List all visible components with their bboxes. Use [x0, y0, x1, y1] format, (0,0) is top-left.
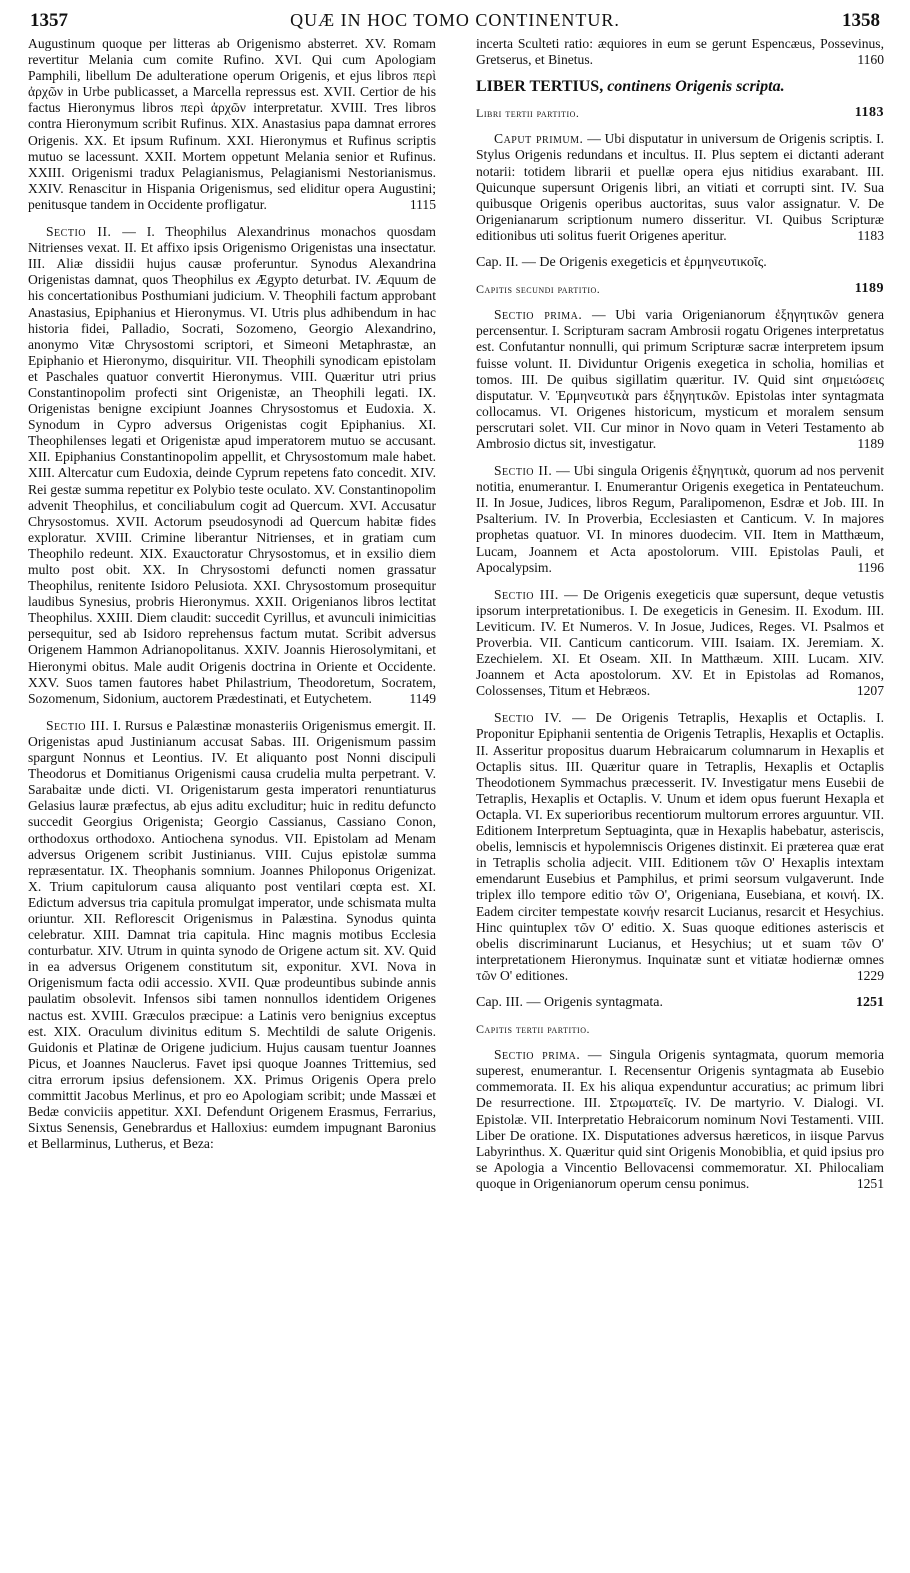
- entry-page-ref: 1115: [409, 196, 436, 212]
- section-label: Sectio prima.: [494, 1047, 581, 1063]
- page-header: [30, 6, 880, 36]
- book-subtitle: continens Origenis scripta.: [607, 78, 785, 96]
- entry-page-ref: 1251: [856, 994, 884, 1010]
- entry-sectio-ii: [476, 463, 884, 576]
- chapter-title: Cap. II. — De Origenis exegeticis et ἑρμηνευτικοῖς.: [476, 255, 767, 271]
- entry-text: Augustinum quoque per litteras ab Origenismo absterret. XV. Romam revertitur Melania cum comite Rufino. XVI. Qui cum Apologiam Pamphili, libellum De adulteratione operum Origenis, et ejus libros περὶ ἀρχῶν in Urbe publicasset, a Marcella repressus est. XVII. Certior de his factus Hieronymus libros περὶ ἀρχῶν interpretatur. XVIII. Tres libros contra Hieronymum scribit Rufinus. XIX. Anastasius papa damnat errores Origenis. XX. Et ipsum Rufinum. XXI. Hieronymus et Rufinus scriptis mutuo se lacessunt. XXII. Mortem oppetunt Melania senior et Rufinus. XXIII. Origenismi tradux Pelagianismus, Pelagianismi Nestorianismus. XXIV. Renascitur in Hispania Origenismus, sed eliditur opera Augustini; penitusque tandem in Occidente profligatur.: [28, 36, 436, 212]
- section-label: Sectio II.: [494, 463, 553, 479]
- entry-text: incerta Sculteti ratio: æquiores in eum se gerunt Espencæus, Possevinus, Gretserus, et Binetus.: [476, 36, 884, 68]
- book-heading: [476, 79, 884, 95]
- entry-page-ref: 1251: [856, 1175, 884, 1191]
- entry-page-ref: 1183: [857, 227, 884, 243]
- section-label: Caput primum.: [494, 131, 584, 147]
- entry-page-ref: 1149: [409, 690, 436, 706]
- entry-sectio-iii: [28, 718, 436, 1153]
- entry-page-ref: 1183: [854, 105, 884, 121]
- entry-text: — Ubi singula Origenis ἐξηγητικὰ, quorum ad nos pervenit notitia, enumerantur. I. Enumerantur Origenis exegetica in Pentateuchum. II. In Josue, Judices, libros Regum, Paralipomenon, Esdræ et Job. III. In Psalterium. IV. In Proverbia, Ecclesiasten et Canticum. V. In majores prophetas quatuor. VI. In minores duodecim. VII. Item in Matthæum, Lucam, Joannem et Acta apostolorum. VIII. Epistolas Pauli, et Apocalypsim.: [476, 463, 884, 575]
- entry-text: — De Origenis Tetraplis, Hexaplis et Octaplis. I. Proponitur Epiphanii sententia de Origenis Tetraplis, Hexaplis et Octaplis. II. Asseritur propositus duarum Hebraicarum columnarum in Hexaplis et Octaplis situs. III. Quæritur quare in Tetraplis, Hexaplis et Octaplis Theodotionem Symmachus præcesserit. IV. Investigatur mens Eusebii de Tetraplis, Hexaplis et Octaplis. V. Unum et idem opus fuerunt Hexapla et Octapla. VI. Ex superioribus recentiorum multorum errores arguuntur. VII. Editionem Interpretum Septuaginta, quæ in Hexaplis habebatur, asteriscis, obelis, lemniscis et hypolemniscis Origenes distinxit. Ei præterea quæ erat in Tetraplis scholia adjecit. VIII. Editionem τῶν Ο' Hexaplis intextam emendarunt Eusebius et Pamphilus, et primi seorsum vulgaverunt. Inde triplex illo tempore editio τῶν Ο', Origeniana, Eusebiana, et κοινή. IX. Eadem circiter tempestate κοινήν resarcit Lucianus, resarcit et Hesychius. Hinc quintuplex τῶν Ο' editio. X. Suas quoque editiones asteriscis et obelis discriminarunt Lucianus, et Hesychius; ut et suam τῶν Ο' interpretationem Hieronymus. Inquinatæ sunt et vitiatæ hodiernæ omnes τῶν Ο' editiones.: [476, 710, 885, 983]
- partition-line: [476, 105, 884, 121]
- entry-text: — I. Theophilus Alexandrinus monachos quosdam Nitrienses vexat. II. Et affixo ipsis Origenismo Origenistas una insectatur. III. Aliæ dissidii hujus causæ proferuntur. Synodus Alexandrina Origenistas damnat, quos Theophilus ex Ægypto deturbat. IV. Æquum de his concertationibus Posthumiani judicium. V. Theophili factum approbant Anastasius, Epiphanius et Hieronymus. VI. Utris plus adhibendum in hac historia fidei, Palladio, Socrati, Sozomeno, Georgio Alexandrino, anonymo Vitæ Chrysostomi scriptori, et Simeoni Metaphrastæ, an Epiphanio et Hieronymo, disquiritur. VII. Theophili synodicam epistolam et Paschales quatuor convertit Hieronymus. VIII. Quæritur utri prius Constantinopolim profecti sint Origenistæ, an Theophili legati. IX. Origenistas benigne excipiunt Joannes Chrysostomus et Eudoxia. X. Synodum in Cypro adversus Origenistas cogit Epiphanius. XI. Theophilenses legati et Origenistæ apud imperatorem mutuo se accusant. XII. Epiphanius Constantinopolim appellit, et Chrysostomum male habet. XIII. Altercatur cum Eudoxia, deinde Cyprum repetens fato concedit. XIV. Rei gestæ summa repetitur ex Polybio teste oculato. XV. Constantinopolim advenit Theophilus, et conciliabulum cogit ad Quercum. XVI. Accusatur Chrysostomus. XVII. Actorum pseudosynodi ad Quercum habitæ fides exploratur. XVIII. Crimine liberantur Nitrienses, et in gratiam cum Theophilo redeunt. XIX. Exauctoratur Chrysostomus, et in exsilio diem multo post obit. XX. In Chrysostomi defuncti nomen grassatur Theophilus, renitente Isidoro Pelusiota. XXI. Chrysostomum prosequitur laudibus Synesius, probris Hieronymus. XXII. Origenianos libros lectitat Theophilus. XXIII. Diem claudit: succedit Cyrillus, et avunculi inimicitias persequitur, sed ab Isidoro reprehensus factum mutat. Scribit adversus Origenem Hammon Adrianopolitanus. XXIV. Joannis Hierosolymitani, et Hieronymi obitus. Male audit Origenis doctrina in Oriente et Occidente. XXV. Suos tamen fautores habet Philastrium, Theodoretum, Socratem, Sozomenum, Sidonium, auctorem Prædestinati, et Eutychetem.: [28, 224, 436, 706]
- entry-sectio-prima: [476, 1047, 884, 1192]
- running-title: QUÆ IN HOC TOMO CONTINENTUR.: [290, 10, 620, 30]
- entry-text: — Singula Origenis syntagmata, quorum memoria superest, enumerantur. I. Recensentur Origenis syntagmata ab Eusebio commemorata. II. Ex his aliqua expenduntur accuratius; ac primum libri De resurrectione. III. Στρωματεῖς. IV. De martyrio. V. Dialogi. VI. Epistolæ. VII. Interpretatio Hebraicorum nominum Novi Testamenti. VIII. Liber De oratione. IX. Disputationes adversus hæreticos, in iisque Parvus Labyrinthus. X. Quæritur quid sint Origenis Monobiblia, et quid ipsius pro se Apologia a Vincentio Bellovacensi commemoratur. XI. Philocaliam quoque in Origenianorum operum censu ponimus.: [476, 1047, 884, 1191]
- section-label: Sectio III.: [46, 717, 110, 733]
- entry-sectio-iv: [476, 710, 884, 984]
- entry-text: I. Rursus e Palæstinæ monasteriis Origenismus emergit. II. Origenistas apud Justinianum accusat Sabas. III. Origenismum passim spargunt Nonnus et Leontius. IV. Et aliquanto post Nonni discipuli Theodorus et Domitianus Origenismi causa crudelia multa perpetrant. V. Sarabaitæ unde dicti. VI. Origenistarum gesta imperatori renuntiaturus Gelasius lauræ præfectus, ab ejus aditu excluditur; huic in reditu defuncto succedit Georgius Origenista; Georgio Cassianus, Cassiano Conon, orthodoxus orthodoxo. Antiochena synodus. VII. Epistolam ad Menam adversus Origenem scribit Justinianus. VIII. Cujus epistolæ summa repræsentatur. IX. Theophanis somnium. Joannes Philoponus Origenizat. X. Trium capitulorum causa aliquanto post ventilari cœpta est. XI. Edictum adversus tria capitula promulgat imperator, unde schismata multa oriuntur. XII. Reflorescit Origenismus in Palæstina. Synodus quinta celebratur. XIII. Damnat tria capitula. Hinc magnis motibus Ecclesia conturbatur. XIV. Utrum in quinta synodo de Origene actum sit. XV. Quid in ea adversus Origenem constitutum sit, exponitur. XVI. Nova in Origenismum facta odii accessio. XVII. Quæ prodeuntibus subinde annis paulatim obsolevit. Infensos sibi tamen nonnullos identidem Origenes nactus est. XVIII. Græculos præcipue: a Latinis vero benignius exceptus est. XIX. Oraculum divinitus editum S. Mechtildi de salute Origenis. Guidonis et Platinæ de Origene judicium. Hujus causam tuentur Joannes Picus, et Joannes Nauclerus. Favet ipsi quoque Joannes Trittemius, sed citra errorum ipsius defensionem. XX. Primus Origenis Opera prelo committit Jacobus Merlinus, et pro eo Apologiam scribit; unde Massæi et Bedæ conviciis appetitur. XXI. Defendunt Origenem Erasmus, Ferrarius, Sixtus Senensis, Genebrardus et Halloxius: eumdem impugnant Baronius et Bellarminus, Lutherus, et Beza:: [28, 717, 436, 1152]
- entry-page-ref: 1160: [857, 52, 884, 68]
- chapter-heading: [476, 255, 884, 271]
- chapter-title: Cap. III. — Origenis syntagmata.: [476, 994, 664, 1010]
- partition-label: Capitis tertii partitio.: [476, 1022, 590, 1037]
- partition-label: Libri tertii partitio.: [476, 106, 580, 121]
- right-column: [476, 36, 884, 1203]
- entry-page-ref: 1207: [856, 683, 884, 699]
- chapter-heading: [476, 995, 884, 1011]
- entry-continuation: [476, 36, 884, 68]
- entry-text: — Ubi varia Origenianorum ἐξηγητικῶν genera percensentur. I. Scripturam sacram Ambrosii rogatu Origenes interpretatus est. Confutantur nonnulli, qui primum Scripturæ sacræ interpretem ipsum fuisse volunt. II. Dividuntur Origenis exegetica in scholia, homilias et tomos. III. De quibus sigillatim quæritur. IV. Quid sint σημειώσεις disputatur. V. Ἑρμηνευτικὰ pars ἐξηγητικῶν. Epistolas inter syntagmata collocamus. VI. Origenes historicum, mysticum et moralem sensum perscrutari solet. VII. Cur minor in Novo quam in Veteri Testamento ab Ambrosio dictus sit, investigatur.: [476, 307, 884, 451]
- entry-text: — Ubi disputatur in universum de Origenis scriptis. I. Stylus Origenis redundans et incultus. II. Plus septem ei dictanti aderant notarii: totidem librarii et puellæ opera ejus nitidius exarabant. III. Quicunque supersunt Origenis libri, an vitiati et corrupti sint. IV. Sua quibusque Origenis operibus auctoritas, suus valor assignatur. V. De Origenianarum scriptionum numero disseritur. VI. Quibus Scripturæ editionibus uti solitus fuerit Origenes aperitur.: [476, 131, 884, 243]
- left-column: [28, 36, 436, 1163]
- section-label: Sectio IV.: [494, 710, 563, 726]
- partition-label: Capitis secundi partitio.: [476, 282, 601, 297]
- partition-line: [476, 1021, 884, 1037]
- section-label: Sectio prima.: [494, 307, 583, 323]
- entry-sectio-ii: [28, 224, 436, 707]
- entry-sectio-prima: [476, 307, 884, 452]
- partition-line: [476, 281, 884, 297]
- entry-page-ref: 1189: [854, 281, 884, 297]
- entry-caput-primum: [476, 131, 884, 244]
- entry-page-ref: 1189: [857, 435, 884, 451]
- section-label: Sectio III.: [494, 586, 559, 602]
- entry-continuation: [28, 36, 436, 213]
- entry-text: — De Origenis exegeticis quæ supersunt, deque vetustis ipsorum interpretationibus. I. De exegeticis in Genesim. II. Exodum. III. Leviticum. IV. Et Numeros. V. In Josue, Judices, Reges. VI. Psalmos et Proverbia. VII. Canticum canticorum. VIII. Isaiam. IX. Jeremiam. X. Ezechielem. XI. Et Oseam. XII. In Matthæum. XIII. Lucam. XIV. Joannem et Acta apostolorum. XV. Et in Epistolas ad Romanos, Colossenses, Titum et Hebræos.: [476, 586, 884, 699]
- entry-sectio-iii: [476, 587, 884, 700]
- entry-page-ref: 1229: [856, 967, 884, 983]
- book-title: LIBER TERTIUS,: [476, 78, 604, 96]
- left-page-number: 1357: [30, 10, 68, 31]
- section-label: Sectio II.: [46, 224, 112, 240]
- entry-page-ref: 1196: [857, 559, 884, 575]
- right-page-number: 1358: [842, 10, 880, 31]
